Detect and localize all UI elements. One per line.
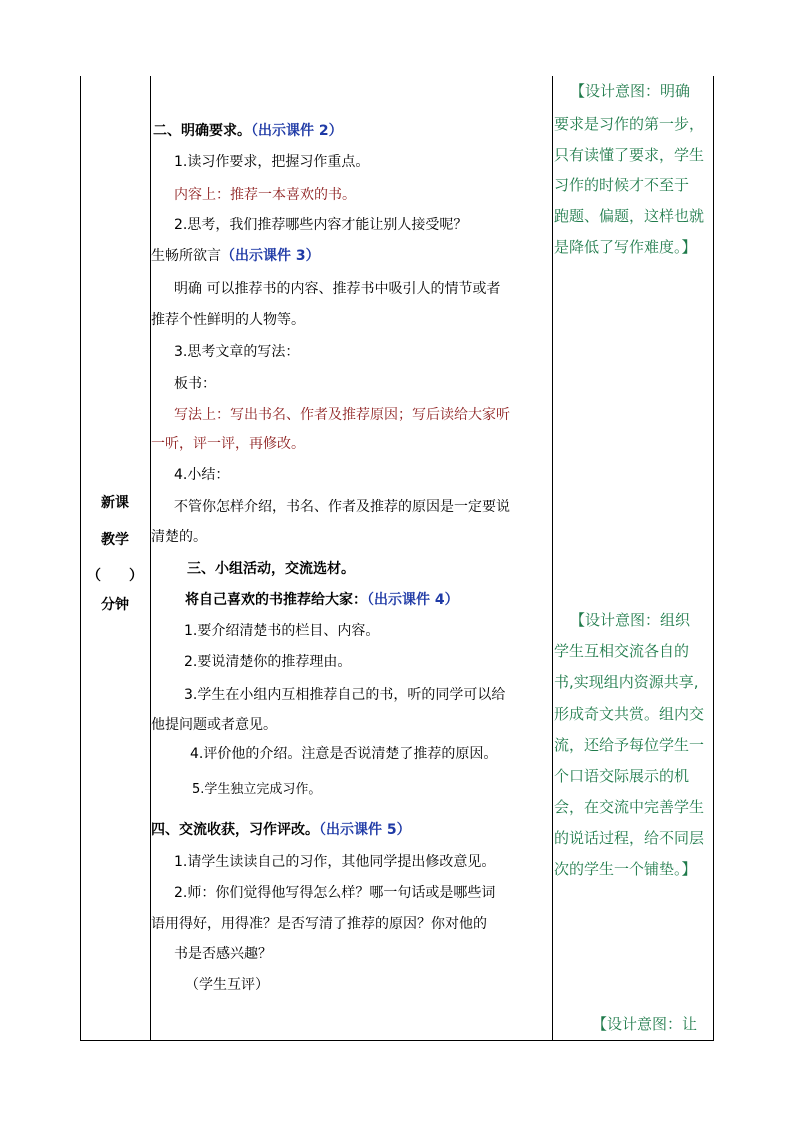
note-2-line-5: 流，还给予每位学生一 (554, 736, 705, 754)
s2-free-speech (151, 246, 320, 266)
s2-item-3: 3.思考文章的写法： (174, 344, 300, 360)
note-1-line-2: 要求是习作的第一步， (554, 115, 705, 133)
s2-board: 板书： (174, 376, 216, 392)
s3-sub-text: 将自己喜欢的书推荐给大家： (185, 592, 367, 608)
s4-item-2-line-3: 书是否感兴趣？ (174, 946, 272, 962)
s2-item-1: 1.读习作要求，把握习作重点。 (174, 154, 370, 170)
label-line-1: 新课 (101, 495, 129, 511)
note-1-line-6: 是降低了写作难度。】 (554, 238, 697, 256)
table-left-border (80, 76, 81, 1041)
section-4-heading (151, 820, 411, 840)
note-3-line-1: 【设计意图：让 (592, 1015, 698, 1033)
table-divider-left (150, 76, 151, 1041)
note-2-line-4: 形成奇文共赏。组内交 (554, 705, 705, 723)
s3-courseware-4: （出示课件 4） (367, 592, 459, 608)
s4-peer-review: （学生互评） (185, 977, 269, 993)
s3-item-4: 4.评价他的介绍。注意是否说清楚了推荐的原因。 (190, 746, 498, 762)
note-1-line-5: 跑题、偏题，这样也就 (554, 207, 705, 225)
s2-content-focus: 内容上：推荐一本喜欢的书。 (174, 187, 356, 203)
section-4-courseware: （出示课件 5） (319, 822, 411, 838)
note-2-line-9: 次的学生一个铺垫。】 (554, 860, 697, 878)
s3-item-3-line-2: 他提问题或者意见。 (151, 717, 277, 733)
label-line-2: 教学 (101, 532, 129, 548)
s2-item-4: 4.小结： (174, 467, 230, 483)
s3-item-5: 5.学生独立完成习作。 (192, 782, 322, 797)
table-divider-right (552, 76, 553, 1041)
section-3-sub (185, 590, 459, 610)
table-bottom-border (80, 1040, 714, 1041)
label-line-3: （ ） (87, 568, 143, 584)
s4-item-1: 1.请学生读读自己的习作，其他同学提出修改意见。 (174, 854, 496, 870)
section-2-title: 二、明确要求。 (153, 123, 251, 139)
s2-summary-line-2: 清楚的。 (151, 529, 207, 545)
note-2-line-7: 会，在交流中完善学生 (554, 798, 705, 816)
label-line-4: 分钟 (101, 597, 129, 613)
s4-item-2-line-2: 语用得好，用得准？是否写清了推荐的原因？你对他的 (151, 916, 487, 932)
s3-item-2: 2.要说清楚你的推荐理由。 (184, 654, 352, 670)
note-1-line-1: 【设计意图：明确 (570, 82, 691, 100)
note-2-line-8: 的说话过程，给不同层 (554, 829, 705, 847)
note-1-line-3: 只有读懂了要求，学生 (554, 146, 705, 164)
s2-write-line-1: 写法上：写出书名、作者及推荐原因；写后读给大家听 (174, 407, 510, 423)
s2-free-speech-text: 生畅所欲言 (151, 248, 221, 264)
note-2-line-2: 学生互相交流各自的 (554, 642, 690, 660)
s2-courseware-3: （出示课件 3） (221, 248, 320, 264)
s4-item-2-line-1: 2.师：你们觉得他写得怎么样？哪一句话或是哪些词 (174, 885, 496, 901)
section-2-heading (153, 121, 343, 141)
section-2-courseware: （出示课件 2） (251, 123, 343, 139)
note-2-line-3: 书,实现组内资源共享, (554, 673, 699, 691)
s2-write-line-2: 一听，评一评，再修改。 (151, 436, 305, 452)
s2-summary-line-1: 不管你怎样介绍，书名、作者及推荐的原因是一定要说 (174, 499, 510, 515)
note-1-line-4: 习作的时候才不至于 (554, 176, 690, 194)
note-2-line-1: 【设计意图：组织 (570, 611, 691, 629)
s2-clarify-line-2: 推荐个性鲜明的人物等。 (151, 312, 305, 328)
s3-item-1: 1.要介绍清楚书的栏目、内容。 (184, 623, 380, 639)
section-3-title: 三、小组活动，交流选材。 (187, 561, 355, 577)
note-2-line-6: 个口语交际展示的机 (554, 767, 690, 785)
table-right-border (713, 76, 714, 1041)
s2-clarify-line-1: 明确 可以推荐书的内容、推荐书中吸引人的情节或者 (174, 281, 501, 297)
s3-item-3-line-1: 3.学生在小组内互相推荐自己的书，听的同学可以给 (184, 687, 506, 703)
section-4-title: 四、交流收获，习作评改。 (151, 822, 319, 838)
s2-item-2: 2.思考，我们推荐哪些内容才能让别人接受呢？ (174, 217, 468, 233)
